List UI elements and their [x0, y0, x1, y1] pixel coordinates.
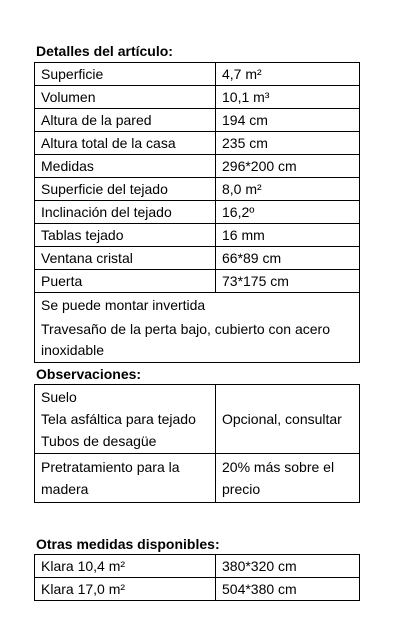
row-label: Altura total de la casa — [35, 132, 216, 155]
row-label: Ventana cristal — [35, 247, 216, 270]
row-label: Klara 17,0 m² — [35, 578, 216, 601]
row-value: 16,2º — [216, 201, 360, 224]
table-row — [35, 385, 360, 454]
row-label: Klara 10,4 m² — [35, 555, 216, 578]
note-text: Travesaño de la perta bajo, cubierto con acero inoxidable — [41, 321, 330, 358]
table-row — [35, 247, 360, 270]
section-heading-observations: Observaciones: — [36, 366, 142, 382]
other-sizes-table — [34, 554, 360, 601]
table-row — [35, 132, 360, 155]
row-value: 380*320 cm — [216, 555, 360, 578]
table-row — [35, 109, 360, 132]
row-value: 235 cm — [216, 132, 360, 155]
row-value: 504*380 cm — [216, 578, 360, 601]
table-row — [35, 201, 360, 224]
row-label — [35, 385, 216, 454]
row-label: Puerta — [35, 270, 216, 293]
row-label: Pretratamiento para la madera — [35, 454, 216, 503]
row-label: Tablas tejado — [35, 224, 216, 247]
table-row — [35, 578, 360, 601]
table-row — [35, 63, 360, 86]
row-value: 16 mm — [216, 224, 360, 247]
row-value: 296*200 cm — [216, 155, 360, 178]
table-row — [35, 270, 360, 293]
row-value: Opcional, consultar — [216, 385, 360, 454]
row-label: Volumen — [35, 86, 216, 109]
row-value: 194 cm — [216, 109, 360, 132]
details-table — [34, 62, 360, 363]
notes-row — [35, 293, 360, 363]
row-value: 10,1 m³ — [216, 86, 360, 109]
row-value: 20% más sobre el precio — [216, 454, 360, 503]
list-item: Tubos de desagüe — [41, 433, 157, 449]
list-item: Suelo — [41, 389, 77, 405]
row-label: Medidas — [35, 155, 216, 178]
row-label: Superficie — [35, 63, 216, 86]
row-label: Superficie del tejado — [35, 178, 216, 201]
table-row — [35, 155, 360, 178]
row-label: Inclinación del tejado — [35, 201, 216, 224]
observations-table — [34, 384, 360, 503]
section-heading-other-sizes: Otras medidas disponibles: — [36, 536, 220, 552]
table-row — [35, 454, 360, 503]
row-value: 8,0 m² — [216, 178, 360, 201]
row-value: 66*89 cm — [216, 247, 360, 270]
table-row — [35, 178, 360, 201]
table-row — [35, 555, 360, 578]
note-text: Se puede montar invertida — [41, 297, 206, 313]
section-heading-details: Detalles del artículo: — [36, 43, 173, 59]
row-label: Altura de la pared — [35, 109, 216, 132]
table-row — [35, 224, 360, 247]
row-value: 4,7 m² — [216, 63, 360, 86]
row-value: 73*175 cm — [216, 270, 360, 293]
notes-cell — [35, 293, 360, 363]
list-item: Tela asfáltica para tejado — [41, 411, 196, 427]
table-row — [35, 86, 360, 109]
